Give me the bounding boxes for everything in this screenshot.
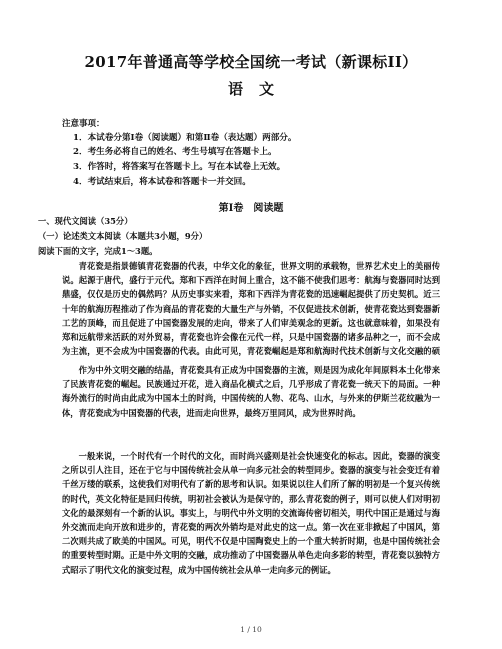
exam-title: 2017年普通高等学校全国统一考试（新课标II）	[84, 53, 418, 71]
exam-subject: 语文	[227, 80, 290, 98]
notice-item-3: 3．作答时，将答案写在答题卡上。写在本试卷上无效。	[73, 162, 286, 172]
paragraph-1: 青花瓷是指景德镇青花瓷器的代表，中华文化的象征，世界文明的承载物，世界艺术史上的美丽传说。起源于唐代，盛行于元代。郑和下西洋在时间上重合，这不能不使我们思考：航海与瓷器同时达到鼎盛，仅仅是历史的偶然吗？从历史事实来看，郑和下西洋为青花瓷的迅速崛起提供了历史契机。近三十年的航海历程推动了作为商品的青花瓷的大量生产与外销，不仅促进技术创新，使青花瓷达到瓷器新工艺的顶峰，而且促进了中国瓷器发展的走向，带来了人们审美观念的更新。这也就意味着，如果没有郑和远航带来活跃的对外贸易，青花瓷也许会像在元代一样，只是中国瓷器的诸多品种之一，而不会成为主流，更不会成为中国瓷器的代表。由此可见，青花瓷崛起是郑和航海时代技术创新与文化交融的硕	[62, 261, 440, 357]
part-heading: 一、现代文阅读（35分）	[38, 216, 133, 226]
reading-instruction: 阅读下面的文字，完成1～3题。	[38, 246, 158, 256]
notice-item-1: 1．本试卷分第Ⅰ卷（阅读题）和第Ⅱ卷（表达题）两部分。	[73, 133, 297, 143]
paragraph-3: 一般来说，一个时代有一个时代的文化，而时尚兴盛则是社会快速变化的标志。因此，瓷器的演变之所以引人注目，还在于它与中国传统社会从单一向多元社会的转型同步。瓷器的演变与社会变迁有着千丝万缕的联系，这使我们对明代有了新的思考和认识。如果说以往人们所了解的明初是一个复兴传统的时代，英文化特征是回归传统，明初社会被认为是保守的，那么青花瓷的例子，则可以使人们对明初文化的最深刻有一个新的认识。事实上，与明代中外文明的交流诲传密切相关，明代中国正是通过与海外交流而走向开放和进步的，青花瓷的两次外销均是对此史的这一点。第一次在亚非掀起了中国风，第二次则共成了欧美的中国风。可见，明代不仅是中国陶瓷史上的一个重大转折时期，也是中国传统社会的重要转型时期。正是中外文明的交融，成功推动了中国瓷器从单色走向多彩的转型，青花瓷以独特方式昭示了明代文化的演变过程，成为中国传统社会从单一走向多元的例证。	[62, 451, 440, 575]
notice-heading: 注意事项：	[62, 119, 105, 129]
section-title: 第Ⅰ卷 阅读题	[218, 203, 284, 214]
paragraph-2: 作为中外文明交融的结晶，青花瓷具有正成为中国瓷器的主流，则是因为成化年间原料本土化带来了民族青花瓷的崛起。民族通过开花，进入商品化横式之后，几乎形成了青花瓷一统天下的局面。一种海外流行的时尚由此成为中国本土的时尚，中国传统的人物、花鸟、山水，与外来的伊斯兰花纹融为一体，青花瓷成为中国瓷器的代表，进而走向世界，最终万里同风，成为世界时尚。	[62, 365, 440, 418]
notice-item-2: 2．考生务必将自己的姓名、考生号填写在答题卡上。	[73, 147, 277, 157]
notice-item-4: 4．考试结束后，将本试卷和答题卡一并交回。	[73, 177, 251, 187]
page-number: 1 / 10	[240, 625, 262, 634]
subpart-heading: （一）论述类文本阅读（本题共3小题，9分）	[38, 231, 208, 241]
